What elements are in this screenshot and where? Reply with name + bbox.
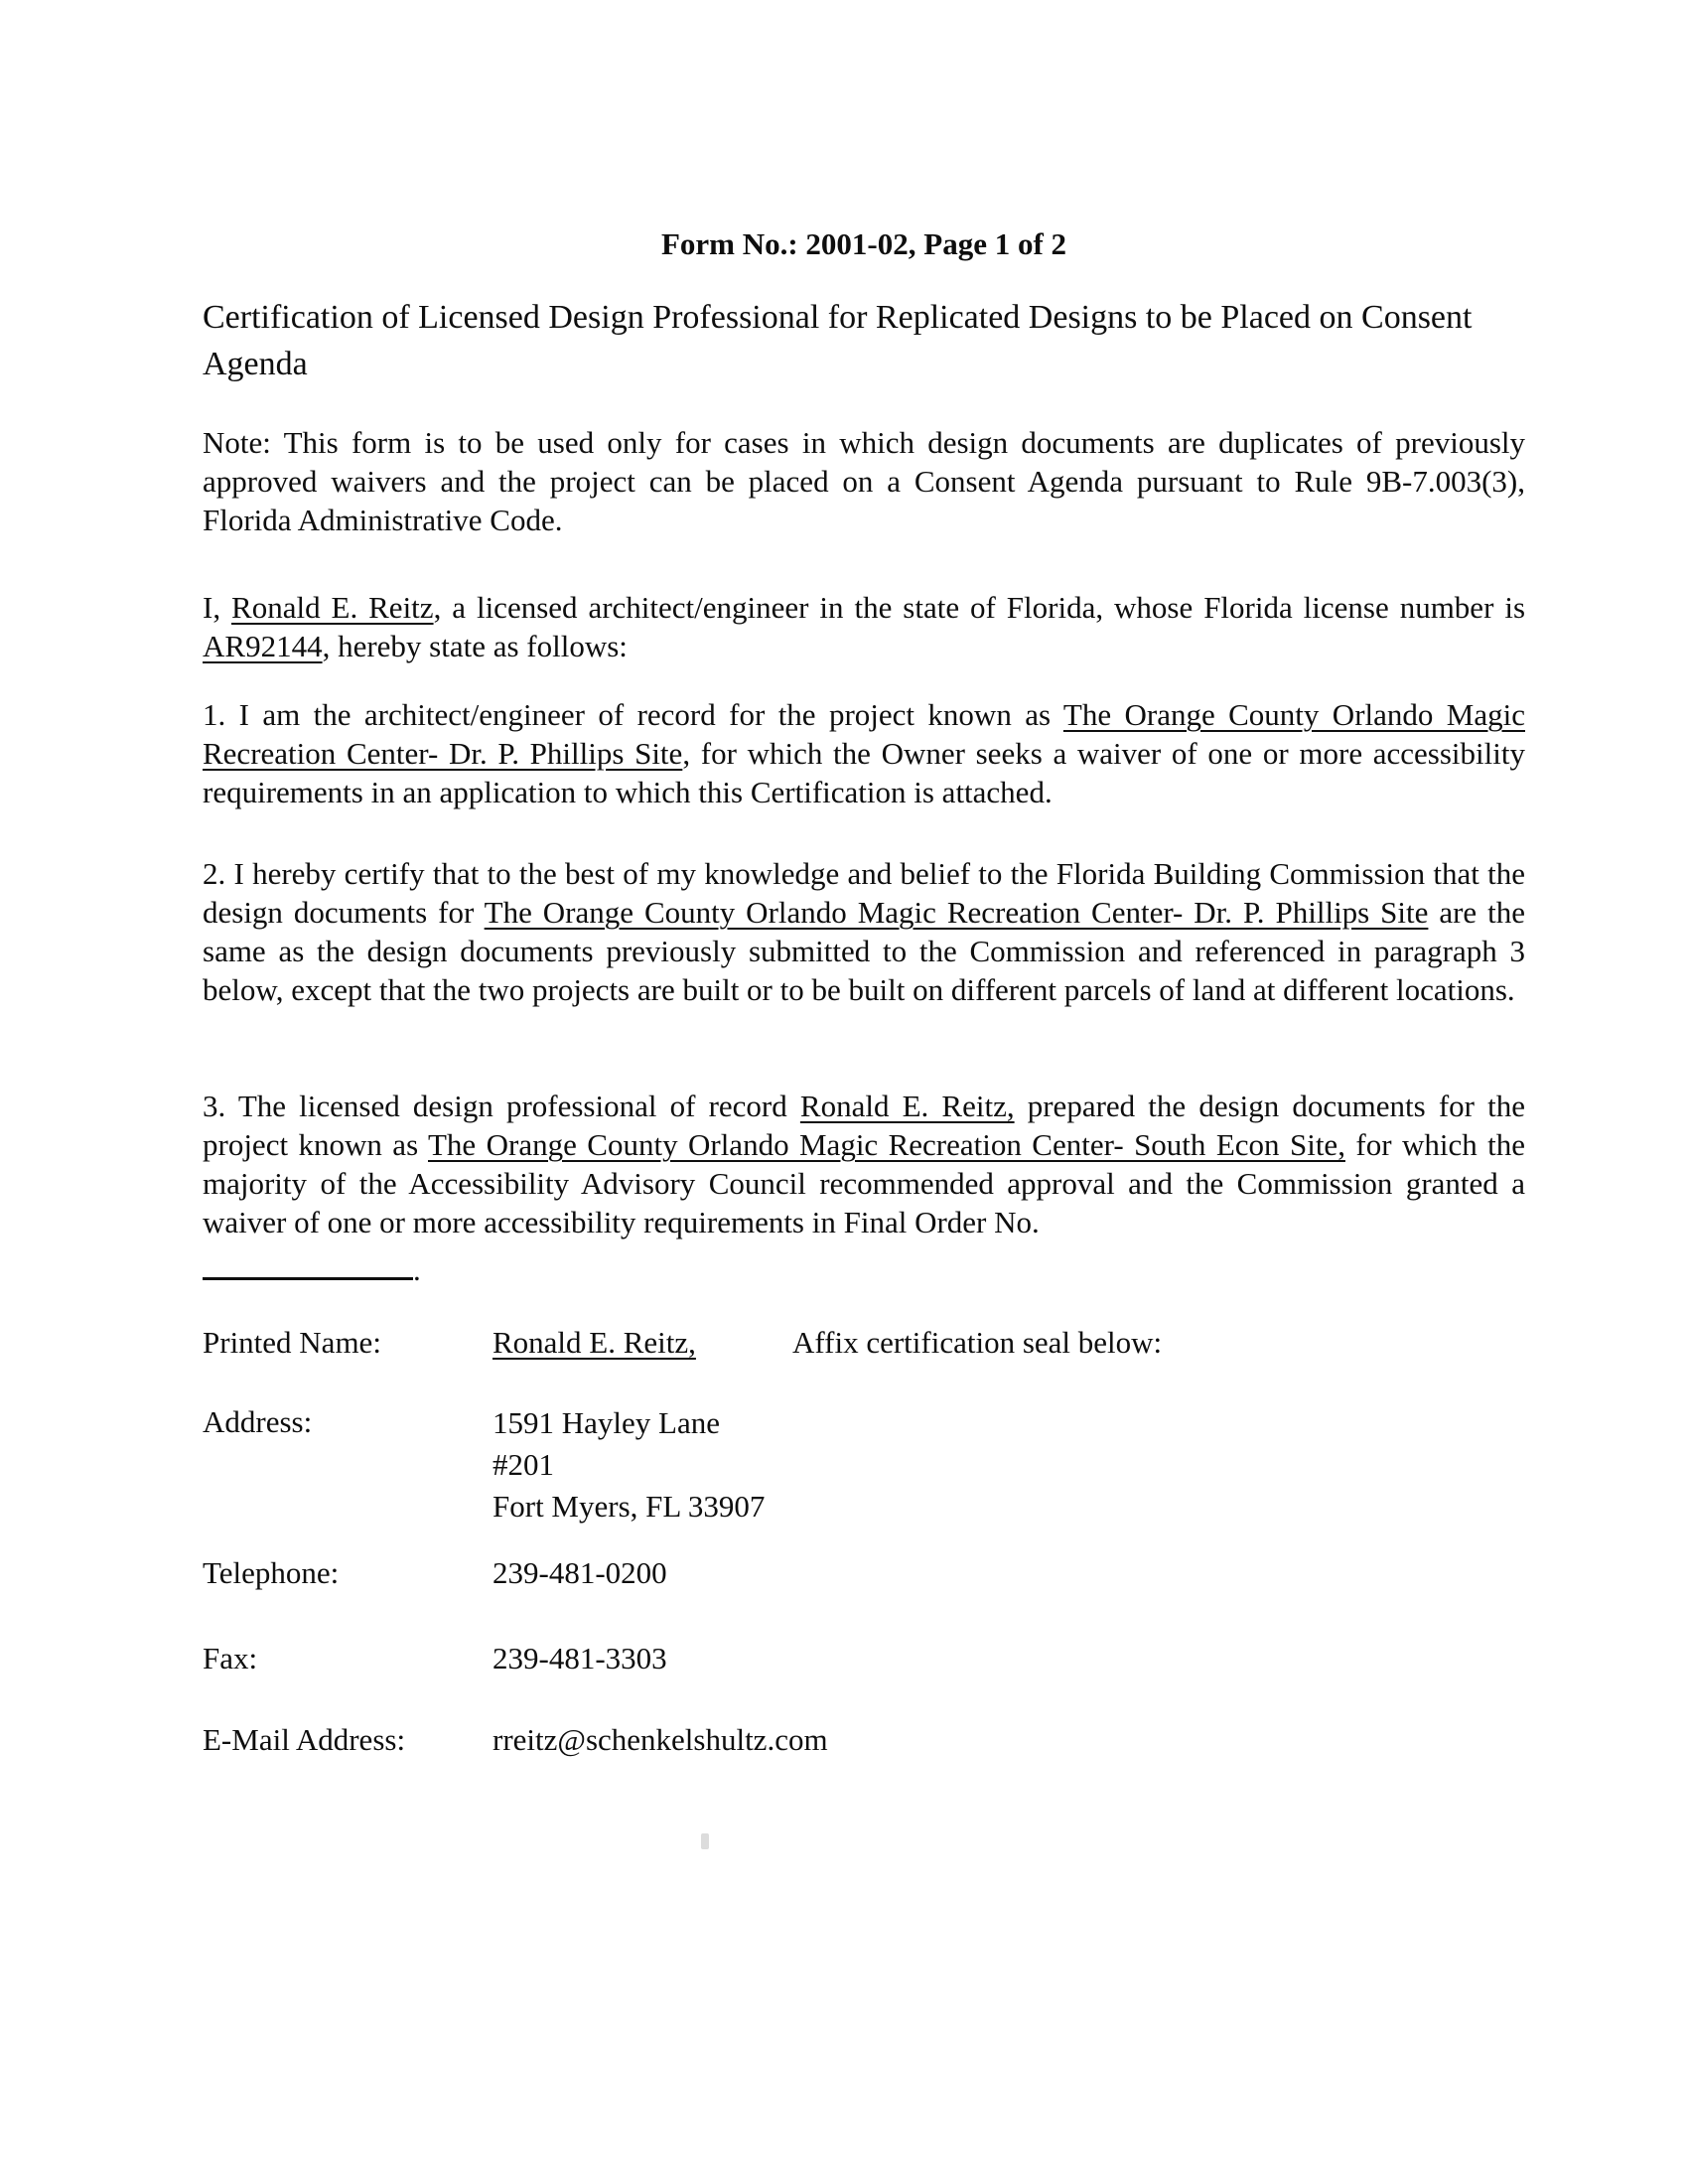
scan-artifact-mark [701, 1833, 709, 1849]
telephone-row [203, 1553, 1573, 1592]
email-value: rreitz@schenkelshultz.com [492, 1722, 828, 1757]
address-value [492, 1402, 765, 1528]
fax-value: 239-481-3303 [492, 1641, 667, 1675]
address-line-3: Fort Myers, FL 33907 [492, 1489, 766, 1524]
note-paragraph: Note: This form is to be used only for cases in which design documents are duplicates of previously approved waivers and the project can be placed on a Consent Agenda pursuant to Rule 9B-7.003(3), Florida Administrative Code. [203, 425, 1525, 537]
form-number-header: Form No.: 2001-02, Page 1 of 2 [660, 226, 1067, 261]
email-row [203, 1720, 1573, 1759]
address-row [203, 1402, 1573, 1528]
numbered-paragraph-1: 1. I am the architect/engineer of record for the project known as The Orange County Orlando Magic Recreation Center- Dr. P. Phillips Site, for which the Owner seeks a waiver of one or more accessibility requirements in an application to which this Certification is attached. [203, 697, 1525, 809]
numbered-paragraph-3: 3. The licensed design professional of record Ronald E. Reitz, prepared the design documents for the project known as The Orange County Orlando Magic Recreation Center- South Econ Site, for which the majority of the Accessibility Advisory Council recommended approval and the Commission granted a waiver of one or more accessibility requirements in Final Order No. [203, 1089, 1526, 1239]
email-label: E-Mail Address: [203, 1722, 406, 1757]
address-label: Address: [203, 1404, 313, 1439]
final-order-blank-underline [203, 1247, 413, 1280]
fax-label: Fax: [203, 1641, 258, 1675]
printed-name-row [203, 1323, 1573, 1362]
address-line-1: 1591 Hayley Lane [492, 1405, 720, 1440]
document-title: Certification of Licensed Design Professional for Replicated Designs to be Placed on Consent Agenda [203, 299, 1473, 382]
address-line-2: #201 [492, 1447, 554, 1482]
telephone-label: Telephone: [203, 1555, 340, 1590]
final-order-number-line [203, 1247, 1525, 1289]
final-order-period: . [413, 1252, 421, 1287]
telephone-value: 239-481-0200 [492, 1555, 667, 1590]
printed-name-value: Ronald E. Reitz, [492, 1325, 696, 1360]
seal-instruction-text: Affix certification seal below: [792, 1325, 1163, 1360]
declarant-statement: I, Ronald E. Reitz, a licensed architect/engineer in the state of Florida, whose Florida license number is AR92144, hereby state as follows: [203, 590, 1526, 663]
printed-name-label: Printed Name: [203, 1325, 381, 1360]
numbered-paragraph-2: 2. I hereby certify that to the best of my knowledge and belief to the Florida Building Commission that the design documents for The Orange County Orlando Magic Recreation Center- Dr. P. Phillips Site are the same as the design documents previously submitted to the Commission and referenced in paragraph 3 below, except that the two projects are built or to be built on different parcels of land at different locations. [203, 856, 1525, 1007]
fax-row [203, 1639, 1573, 1677]
